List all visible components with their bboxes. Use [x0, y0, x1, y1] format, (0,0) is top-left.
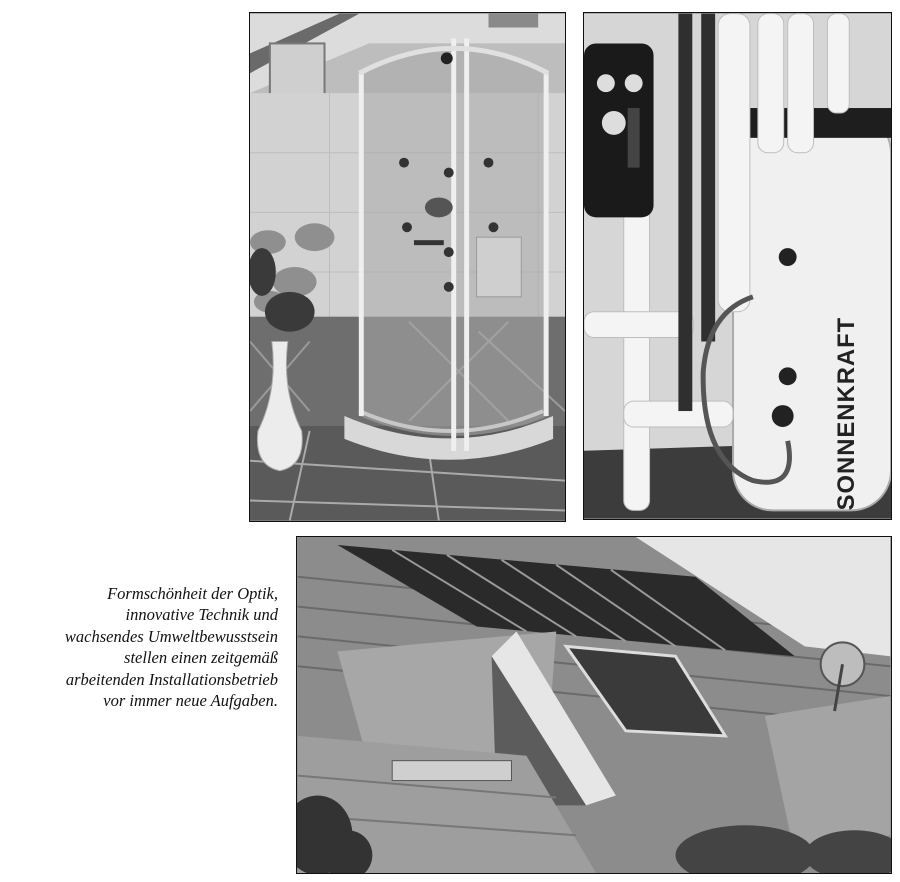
photo-roof-solar-panels — [296, 536, 892, 874]
caption-line: arbeitenden Installationsbetrieb — [65, 669, 278, 689]
solar-boiler-image — [584, 13, 891, 519]
roof-solar-panels-image — [297, 537, 891, 873]
caption-text — [0, 583, 278, 711]
photo-shower-cabin — [249, 12, 566, 522]
caption-line: vor immer neue Aufgaben. — [103, 691, 278, 711]
caption-line: Formschönheit der Optik, — [107, 584, 278, 603]
shower-cabin-image — [250, 13, 565, 521]
caption-line: innovative Technik und — [125, 605, 278, 625]
boiler-brand-label: SONNENKRAFT — [833, 316, 861, 511]
caption-line: wachsendes Umweltbewusstsein — [64, 626, 278, 646]
photo-solar-boiler — [583, 12, 892, 520]
caption-line: stellen einen zeitgemäß — [124, 648, 278, 668]
